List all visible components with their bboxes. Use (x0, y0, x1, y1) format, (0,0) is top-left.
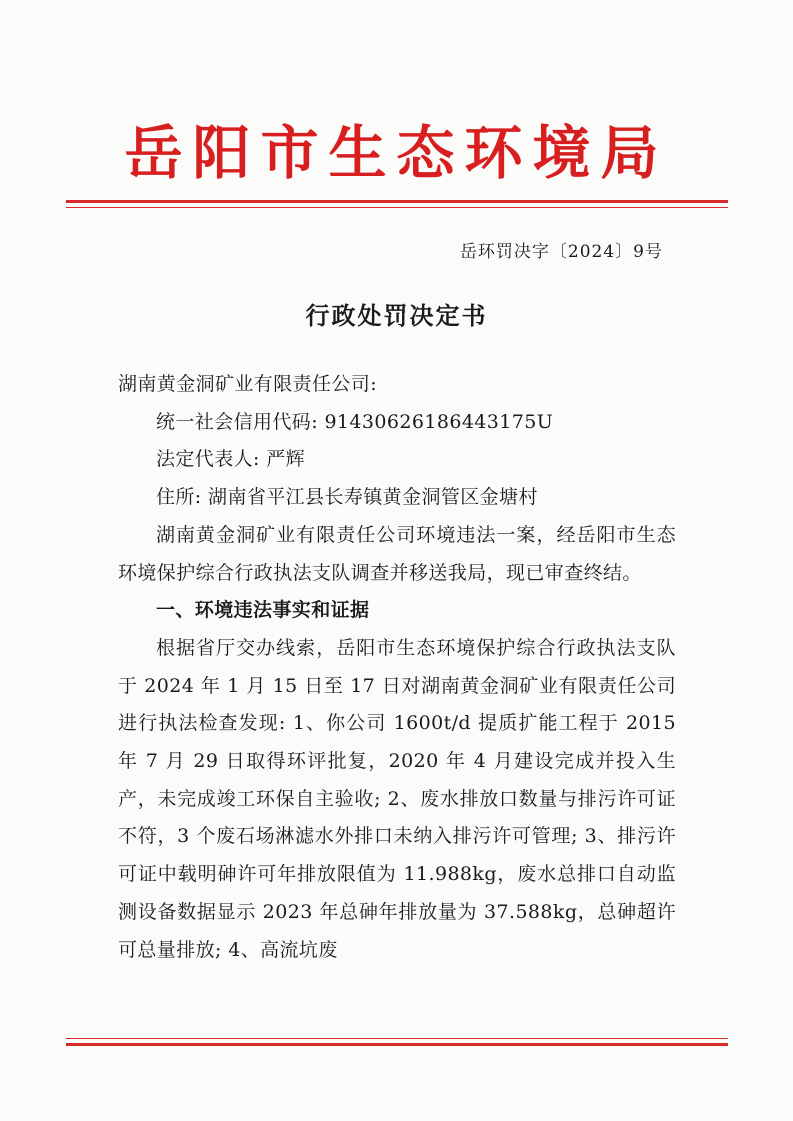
letterhead-org-name: 岳阳市生态环境局 (124, 119, 669, 187)
legal-representative: 法定代表人: 严辉 (156, 448, 306, 471)
letterhead-rule-thin (66, 207, 728, 208)
footer-rule-thick (66, 1043, 728, 1046)
section-heading-1: 一、环境违法事实和证据 (156, 599, 370, 622)
credit-code: 统一社会信用代码: 91430626186443175U (156, 410, 554, 433)
footer-rule-thin (66, 1038, 728, 1039)
document-body (118, 366, 676, 969)
section-paragraph-1: 根据省厅交办线索，岳阳市生态环境保护综合行政执法支队于 2024 年 1 月 15 日至 17 日对湖南黄金洞矿业有限责任公司进行执法检查发现: 1、你公司 1600t/d 提质扩能工程于 2015 年 7 月 29 日取得环评批复，2020 年 4 月建设完成并投入生产，未完成竣工环保自主验收; 2、废水排放口数量与排污许可证不符，3 个废石场淋滤水外排口未纳入排污许可管理; 3、排污许可证中载明砷许可年排放限值为 11.988kg，废水总排口自动监测设备数据显示 2023 年总砷年排放量为 37.588kg，总砷超许可总量排放; 4、高流坑废 (118, 636, 676, 961)
party-name: 湖南黄金洞矿业有限责任公司: (118, 373, 378, 395)
document-number: 岳环罚决字〔2024〕9号 (459, 242, 663, 262)
address: 住所: 湖南省平江县长寿镇黄金洞管区金塘村 (156, 486, 538, 509)
document-title: 行政处罚决定书 (305, 301, 488, 330)
intro-paragraph: 湖南黄金洞矿业有限责任公司环境违法一案，经岳阳市生态环境保护综合行政执法支队调查并移送我局，现已审查终结。 (118, 523, 676, 584)
letterhead-rule-thick (66, 200, 728, 203)
